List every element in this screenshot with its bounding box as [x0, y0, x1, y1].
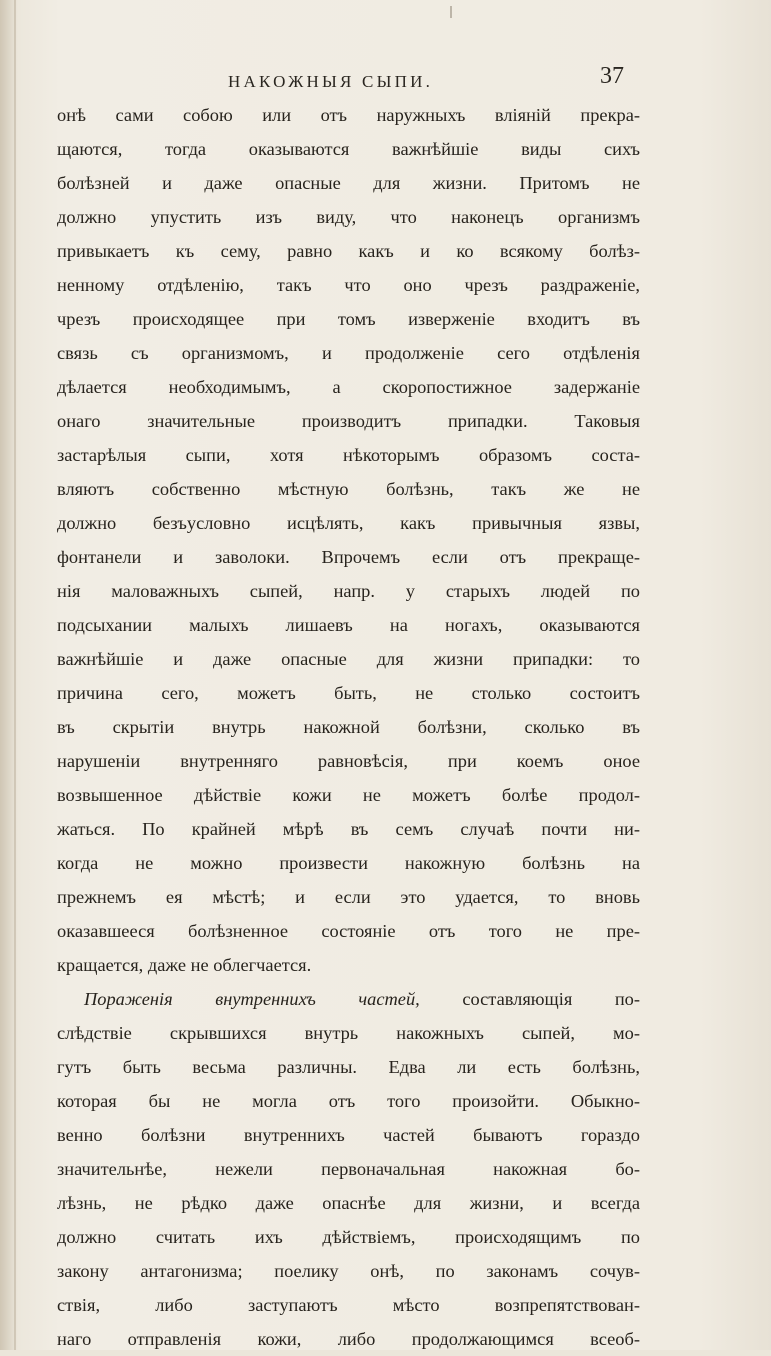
text-line: онѣ сами собою или отъ наружныхъ влiянiй прекра-	[57, 105, 640, 125]
text-line: привыкаетъ къ сему, равно какъ и ко всякому болѣз-	[57, 241, 640, 261]
text-line: ствiя, либо заступаютъ мѣсто возпрепятствован-	[57, 1295, 640, 1315]
text-line: онаго значительные производитъ припадки. Таковыя	[57, 411, 640, 431]
text-line: венно болѣзни внутреннихъ частей бываютъ гораздо	[57, 1125, 640, 1145]
text-line: когда не можно произвести накожную болѣзнь на	[57, 853, 640, 873]
text-line: вляютъ собственно мѣстную болѣзнь, такъ же не	[57, 479, 640, 499]
text-line: щаются, тогда оказываются важнѣйшiе виды сихъ	[57, 139, 640, 159]
text-line: ненному отдѣленiю, такъ что оно чрезъ раздраженiе,	[57, 275, 640, 295]
text-line: подсыхании малыхъ лишаевъ на ногахъ, оказываются	[57, 615, 640, 635]
text-line: важнѣйшiе и даже опасные для жизни припадки: то	[57, 649, 640, 669]
text-line: значительнѣе, нежели первоначальная накожная бо-	[57, 1159, 640, 1179]
page-binding-edge	[14, 0, 16, 1350]
text-line: дѣлается необходимымъ, а скоропостижное задержанiе	[57, 377, 640, 397]
running-title: НАКОЖНЫЯ СЫПИ.	[228, 72, 434, 91]
text-line: нарушенiи внутренняго равновѣсiя, при коемъ оное	[57, 751, 640, 771]
text-line: болѣзней и даже опасные для жизни. Притомъ не	[57, 173, 640, 193]
text-line: должно упустить изъ виду, что наконецъ организмъ	[57, 207, 640, 227]
text-line: которая бы не могла отъ того произойти. Обыкно-	[57, 1091, 640, 1111]
text-line: наго отправленiя кожи, либо продолжающимся всеоб-	[57, 1329, 640, 1349]
text-line: застарѣлыя сыпи, хотя нѣкоторымъ образомъ соста-	[57, 445, 640, 465]
body-text	[57, 98, 640, 1356]
text-line: связь съ организмомъ, и продолженiе сего отдѣленiя	[57, 343, 640, 363]
text-line: чрезъ происходящее при томъ изверженiе входитъ въ	[57, 309, 640, 329]
italic-lead-phrase: Пораженiя внутреннихъ частей,	[84, 989, 420, 1009]
text-line: нiя маловажныхъ сыпей, напр. у старыхъ людей по	[57, 581, 640, 601]
text-line: закону антагонизма; поелику онѣ, по законамъ сочув-	[57, 1261, 640, 1281]
text-line: должно считать ихъ дѣйствiемъ, происходящимъ по	[57, 1227, 640, 1247]
first-line-rest: составляющiя по-	[419, 989, 640, 1009]
text-line: фонтанели и заволоки. Впрочемъ если отъ прекраще-	[57, 547, 640, 567]
text-line: лѣзнь, не рѣдко даже опаснѣе для жизни, и всегда	[57, 1193, 640, 1213]
text-line: должно безъусловно исцѣлять, какъ привычныя язвы,	[57, 513, 640, 533]
text-line: оказавшееся болѣзненное состоянiе отъ того не пре-	[57, 921, 640, 941]
paragraph-first-line	[57, 982, 640, 1016]
text-line: прежнемъ ея мѣстѣ; и если это удается, то вновь	[57, 887, 640, 907]
page-number: 37	[600, 63, 624, 89]
text-line: причина сего, можетъ быть, не столько состоитъ	[57, 683, 640, 703]
text-line: слѣдствiе скрывшихся внутрь накожныхъ сыпей, мо-	[57, 1023, 640, 1043]
text-line: въ скрытiи внутрь накожной болѣзни, сколько въ	[57, 717, 640, 737]
text-line: кращается, даже не облегчается.	[57, 955, 312, 975]
scan-mark	[450, 6, 452, 18]
text-line: жаться. По крайней мѣрѣ въ семъ случаѣ почти ни-	[57, 819, 640, 839]
text-line: гутъ быть весьма различны. Едва ли есть болѣзнь,	[57, 1057, 640, 1077]
text-line: возвышенное дѣйствiе кожи не можетъ болѣе продол-	[57, 785, 640, 805]
